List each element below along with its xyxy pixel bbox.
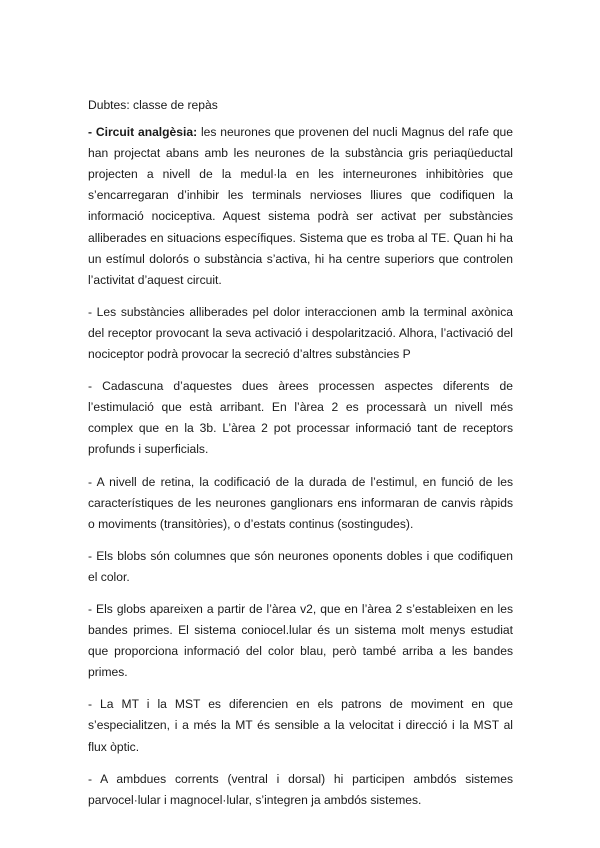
- paragraph-text: les neurones que provenen del nucli Magnus del rafe que han projectat abans amb les neurones de la substància gris periaqüeductal projecten a nivell de la medul·la en les interneurones inhibitòries que s’encarregaran d’inhibir les terminals nervioses lliures que codifiquen la informació nociceptiva. Aquest sistema podrà ser activat per substàncies alliberades en situacions específiques. Sistema que es troba al TE. Quan hi ha un estímul dolorós o substància s’activa, hi ha centre superiors que controlen l’activitat d’aquest circuit.: [88, 125, 513, 287]
- paragraph-lead-bold: - Circuit analgèsia:: [88, 125, 198, 140]
- paragraph-circuit-analgesia: [88, 122, 513, 291]
- paragraph-retina: - A nivell de retina, la codificació de la durada de l’estimul, en funció de les característiques de les neurones ganglionars ens informaran de canvis ràpids o moviments (transitòries), o d’estats continus (sostingudes).: [88, 474, 513, 531]
- document-page: [88, 95, 513, 822]
- paragraph-substancies-dolor: - Les substàncies alliberades pel dolor interaccionen amb la terminal axònica del receptor provocant la seva activació i despolarització. Alhora, l’activació del nociceptor podrà provocar la secreció d’altres substàncies P: [88, 304, 513, 362]
- paragraph-mt-mst: - La MT i la MST es diferencien en els patrons de moviment en que s’especialitzen, i a més la MT és sensible a la velocitat i direcció i la MST al flux òptic.: [88, 697, 513, 754]
- paragraph-arees-processament: - Cadascuna d’aquestes dues àrees processen aspectes diferents de l’estimulació que està arribant. En l’àrea 2 es processarà un nivell més complex que en la 3b. L’àrea 2 pot processar informació tant de receptors profunds i superficials.: [88, 379, 513, 457]
- paragraph-globs: - Els globs apareixen a partir de l’àrea v2, que en l’àrea 2 s’estableixen en les bandes primes. El sistema coniocel.lular és un sistema molt menys estudiat que proporciona informació del color blau, però també arriba a les bandes primes.: [88, 601, 513, 680]
- paragraph-corrents: - A ambdues corrents (ventral i dorsal) hi participen ambdós sistemes parvocel·lular i magnocel·lular, s’integren ja ambdós sistemes.: [88, 771, 513, 807]
- paragraph-blobs: - Els blobs són columnes que són neurones oponents dobles i que codifiquen el color.: [88, 548, 513, 584]
- document-title: Dubtes: classe de repàs: [88, 98, 218, 112]
